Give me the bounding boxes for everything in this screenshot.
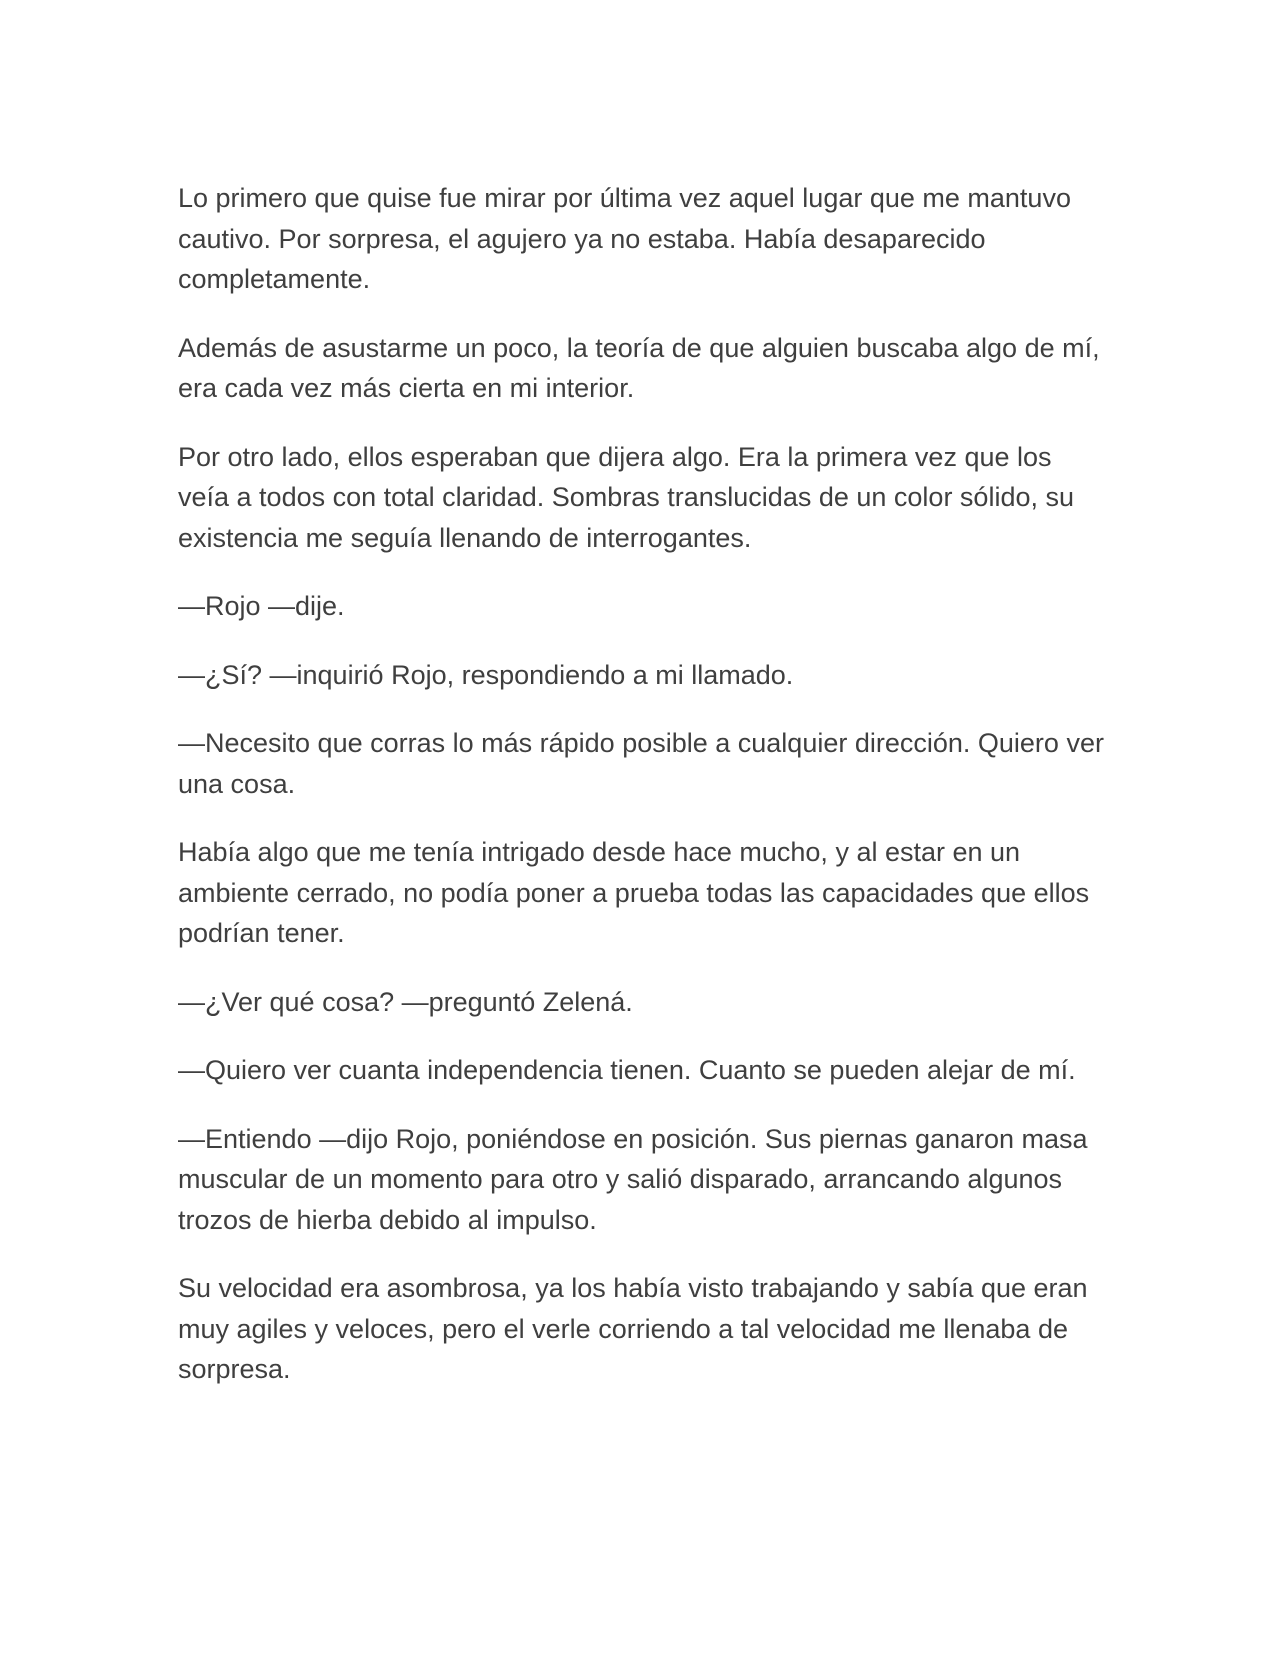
- dialogue-line: —¿Sí? —inquirió Rojo, respondiendo a mi llamado.: [178, 659, 794, 690]
- dialogue-line: —Rojo —dije.: [178, 591, 345, 621]
- dialogue-line: —Necesito que corras lo más rápido posible a cualquier dirección. Quiero ver una cosa.: [178, 728, 1104, 799]
- paragraph: Lo primero que quise fue mirar por última vez aquel lugar que me mantuvo cautivo. Por sorpresa, el agujero ya no estaba. Había desaparecido completamente.: [178, 183, 1071, 294]
- paragraph: Su velocidad era asombrosa, ya los había visto trabajando y sabía que eran muy agiles y veloces, pero el verle corriendo a tal velocidad me llenaba de sorpresa.: [178, 1273, 1088, 1384]
- paragraph: Además de asustarme un poco, la teoría de que alguien buscaba algo de mí, era cada vez más cierta en mi interior.: [178, 332, 1100, 403]
- dialogue-line: —¿Ver qué cosa? —preguntó Zelená.: [178, 986, 633, 1017]
- dialogue-line: —Quiero ver cuanta independencia tienen. Cuanto se pueden alejar de mí.: [178, 1055, 1076, 1085]
- document-body: [178, 178, 1108, 1418]
- paragraph: Había algo que me tenía intrigado desde hace mucho, y al estar en un ambiente cerrado, no podía poner a prueba todas las capacidades que ellos podrían tener.: [178, 837, 1090, 948]
- paragraph: Por otro lado, ellos esperaban que dijera algo. Era la primera vez que los veía a todos con total claridad. Sombras translucidas de un color sólido, su existencia me seguía llenando de interrogantes.: [178, 441, 1074, 553]
- dialogue-line: —Entiendo —dijo Rojo, poniéndose en posición. Sus piernas ganaron masa muscular de un momento para otro y salió disparado, arrancando algunos trozos de hierba debido al impulso.: [178, 1123, 1088, 1235]
